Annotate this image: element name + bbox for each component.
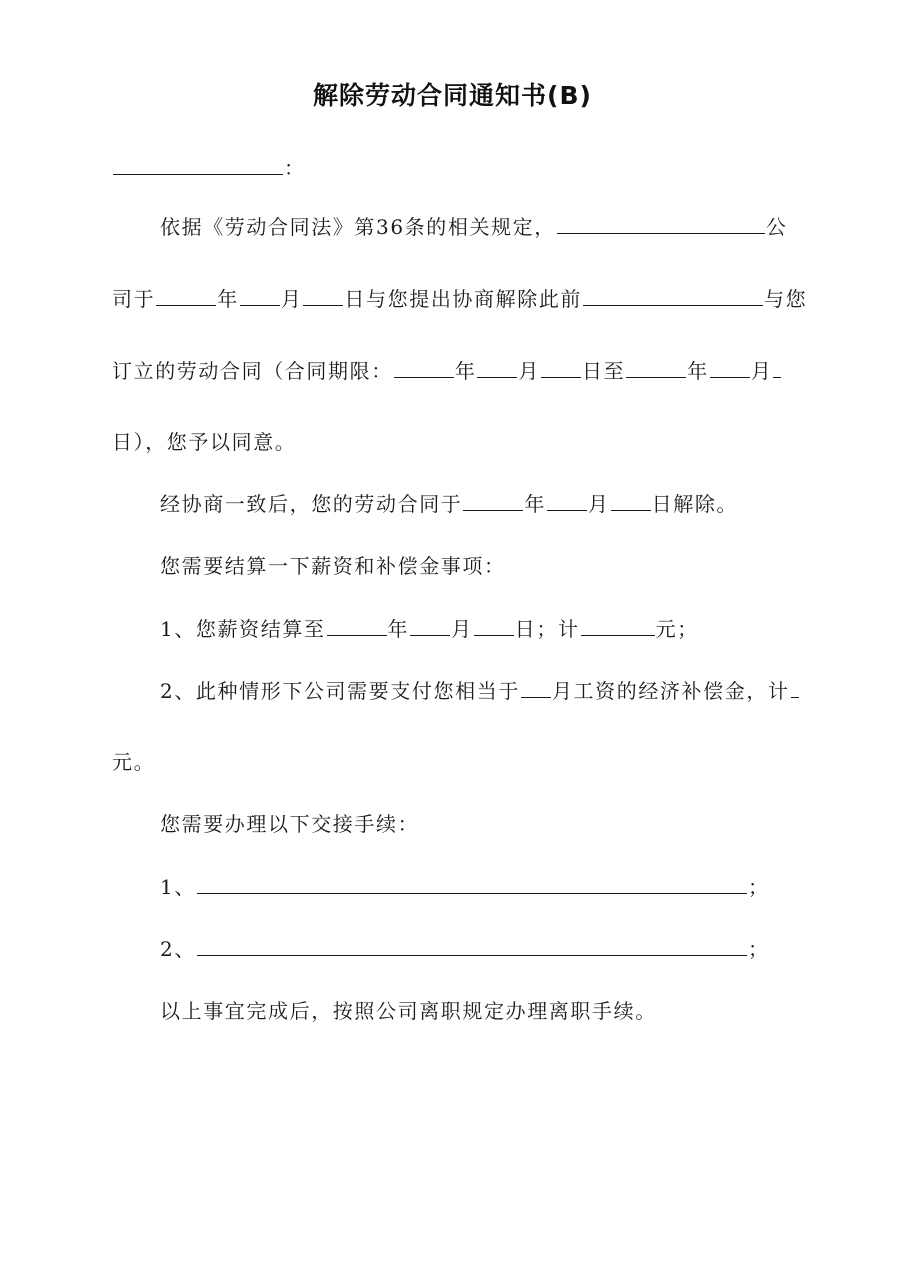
paragraph-1-line-1 <box>160 213 787 241</box>
paragraph-text: ； <box>747 937 770 961</box>
year-blank <box>626 357 686 378</box>
paragraph-text: 元。 <box>112 750 156 774</box>
day-blank <box>303 285 343 306</box>
paragraph-text: 年 <box>217 287 239 311</box>
paragraph-1-line-2 <box>112 285 807 313</box>
paragraph-2 <box>160 490 738 518</box>
paragraph-text: 经协商一致后，您的劳动合同于 <box>160 492 463 516</box>
paragraph-text: 月 <box>750 359 773 383</box>
month-blank <box>240 285 280 306</box>
settlement-item-2-line-2 <box>112 748 155 776</box>
month-blank <box>410 615 450 636</box>
paragraph-text: 年 <box>454 359 477 383</box>
year-blank <box>394 357 454 378</box>
position-blank <box>583 285 763 306</box>
paragraph-text: 元； <box>655 617 699 641</box>
handover-item-2 <box>160 935 770 963</box>
paragraph-text: 2、 <box>160 937 196 961</box>
year-blank <box>156 285 216 306</box>
paragraph-text: 月工资的经济补偿金，计 <box>551 679 790 703</box>
paragraph-text: 月 <box>451 617 473 641</box>
paragraph-text: 您需要结算一下薪资和补偿金事项： <box>160 554 506 578</box>
day-blank <box>611 490 651 511</box>
paragraph-text: 以上事宜完成后，按照公司离职规定办理离职手续。 <box>160 999 657 1023</box>
paragraph-text: 月 <box>280 287 303 311</box>
paragraph-text: 订立的劳动合同（合同期限： <box>112 359 393 383</box>
paragraph-text: 公 <box>765 215 788 239</box>
paragraph-text: 2、此种情形下公司需要支付您相当于 <box>160 679 520 703</box>
day-blank <box>773 357 781 378</box>
paragraph-3 <box>160 552 506 580</box>
settlement-item-2 <box>160 677 800 705</box>
paragraph-text: 日与您提出协商解除此前 <box>344 287 583 311</box>
paragraph-text: 日解除。 <box>651 492 739 516</box>
paragraph-text: 年 <box>687 359 709 383</box>
paragraph-4 <box>160 810 419 838</box>
paragraph-text: 月 <box>588 492 610 516</box>
paragraph-text: 年 <box>524 492 547 516</box>
recipient-blank <box>113 154 283 175</box>
paragraph-text: 年 <box>387 617 410 641</box>
paragraph-1-line-3 <box>112 357 782 385</box>
handover-blank <box>197 873 747 894</box>
paragraph-text: ； <box>747 875 770 899</box>
year-blank <box>463 490 523 511</box>
month-blank <box>477 357 517 378</box>
handover-blank <box>197 935 747 956</box>
month-blank <box>710 357 750 378</box>
amount-blank <box>791 677 799 698</box>
year-blank <box>327 615 387 636</box>
paragraph-text: 司于 <box>112 287 156 311</box>
recipient-colon: ： <box>284 156 306 180</box>
day-blank <box>541 357 581 378</box>
paragraph-text: 日至 <box>582 359 626 383</box>
paragraph-text: 您需要办理以下交接手续： <box>160 812 420 836</box>
handover-item-1 <box>160 873 770 901</box>
paragraph-1-line-4 <box>112 428 296 456</box>
month-blank <box>547 490 587 511</box>
paragraph-text: 月 <box>518 359 541 383</box>
paragraph-text: 日），您予以同意。 <box>112 430 297 454</box>
day-blank <box>474 615 514 636</box>
months-blank <box>521 677 551 698</box>
paragraph-text: 1、您薪资结算至 <box>160 617 326 641</box>
amount-blank <box>581 615 655 636</box>
company-blank <box>557 213 765 234</box>
document-title: 解除劳动合同通知书(B) <box>313 81 592 110</box>
recipient-line <box>112 154 306 182</box>
paragraph-5 <box>160 997 657 1025</box>
paragraph-text: 与您 <box>764 287 808 311</box>
settlement-item-1 <box>160 615 699 643</box>
paragraph-text: 日；计 <box>514 617 580 641</box>
paragraph-text: 1、 <box>160 875 196 899</box>
paragraph-text: 依据《劳动合同法》第36条的相关规定， <box>160 215 556 239</box>
